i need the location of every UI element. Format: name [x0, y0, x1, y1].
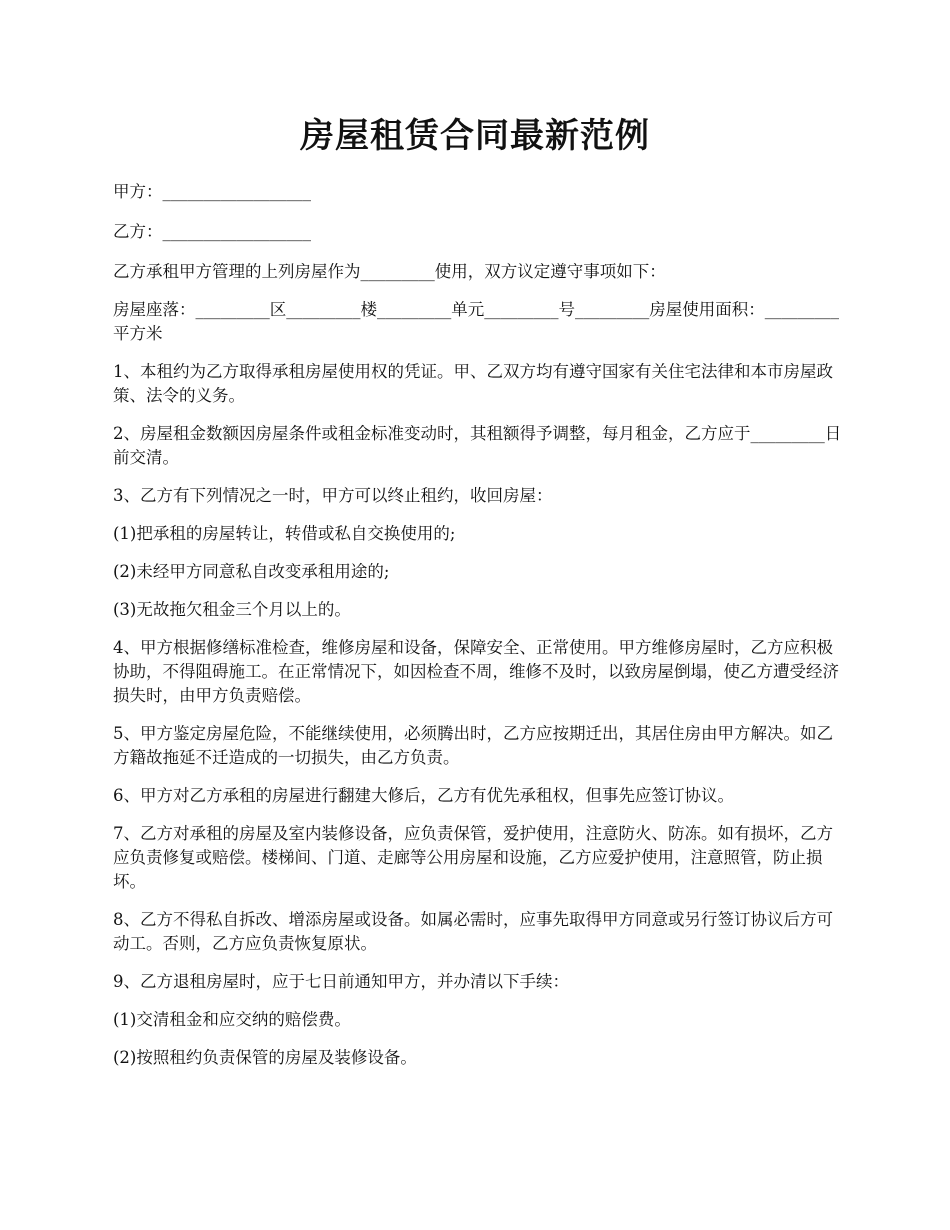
clause-8: 8、乙方不得私自拆改、增添房屋或设备。如属必需时，应事先取得甲方同意或另行签订协议后方可动工。否则，乙方应负责恢复原状。 — [113, 910, 833, 953]
usage-clause: 乙方承租甲方管理的上列房屋作为_________使用，双方议定遵守事项如下： — [113, 262, 666, 281]
clause-9-item-2: (2)按照租约负责保管的房屋及装修设备。 — [113, 1048, 417, 1067]
document-body — [113, 180, 845, 1084]
clause-5: 5、甲方鉴定房屋危险，不能继续使用，必须腾出时，乙方应按期迁出，其居住房由甲方解决。如乙方籍故拖延不迁造成的一切损失，由乙方负责。 — [113, 724, 833, 767]
clause-6: 6、甲方对乙方承租的房屋进行翻建大修后，乙方有优先承租权，但事先应签订协议。 — [113, 786, 734, 805]
party-b-line: 乙方：__________________ — [113, 222, 311, 241]
clause-9: 9、乙方退租房屋时，应于七日前通知甲方，并办清以下手续： — [113, 972, 569, 991]
clause-1: 1、本租约为乙方取得承租房屋使用权的凭证。甲、乙双方均有遵守国家有关住宅法律和本市房屋政策、法令的义务。 — [113, 362, 833, 405]
clause-3-item-2: (2)未经甲方同意私自改变承租用途的; — [113, 562, 390, 581]
document-title: 房屋租赁合同最新范例 — [300, 116, 650, 156]
location-clause: 房屋座落：_________区_________楼_________单元_________号_________房屋使用面积：_________平方米 — [113, 300, 839, 343]
clause-3-item-3: (3)无故拖欠租金三个月以上的。 — [113, 600, 351, 619]
clause-2: 2、房屋租金数额因房屋条件或租金标准变动时，其租额得予调整，每月租金，乙方应于_________日前交清。 — [113, 424, 842, 467]
clause-9-item-1: (1)交清租金和应交纳的赔偿费。 — [113, 1010, 351, 1029]
clause-7: 7、乙方对承租的房屋及室内装修设备，应负责保管，爱护使用，注意防火、防冻。如有损坏，乙方应负责修复或赔偿。楼梯间、门道、走廊等公用房屋和设施，乙方应爱护使用，注意照管，防止损坏。 — [113, 824, 833, 891]
clause-4: 4、甲方根据修缮标准检查，维修房屋和设备，保障安全、正常使用。甲方维修房屋时，乙方应积极协助，不得阻碍施工。在正常情况下，如因检查不周，维修不及时，以致房屋倒塌，使乙方遭受经济损失时，由甲方负责赔偿。 — [113, 638, 839, 705]
party-a-line: 甲方：__________________ — [113, 182, 311, 201]
clause-3-item-1: (1)把承租的房屋转让，转借或私自交换使用的; — [113, 524, 456, 543]
clause-3: 3、乙方有下列情况之一时，甲方可以终止租约，收回房屋： — [113, 486, 553, 505]
